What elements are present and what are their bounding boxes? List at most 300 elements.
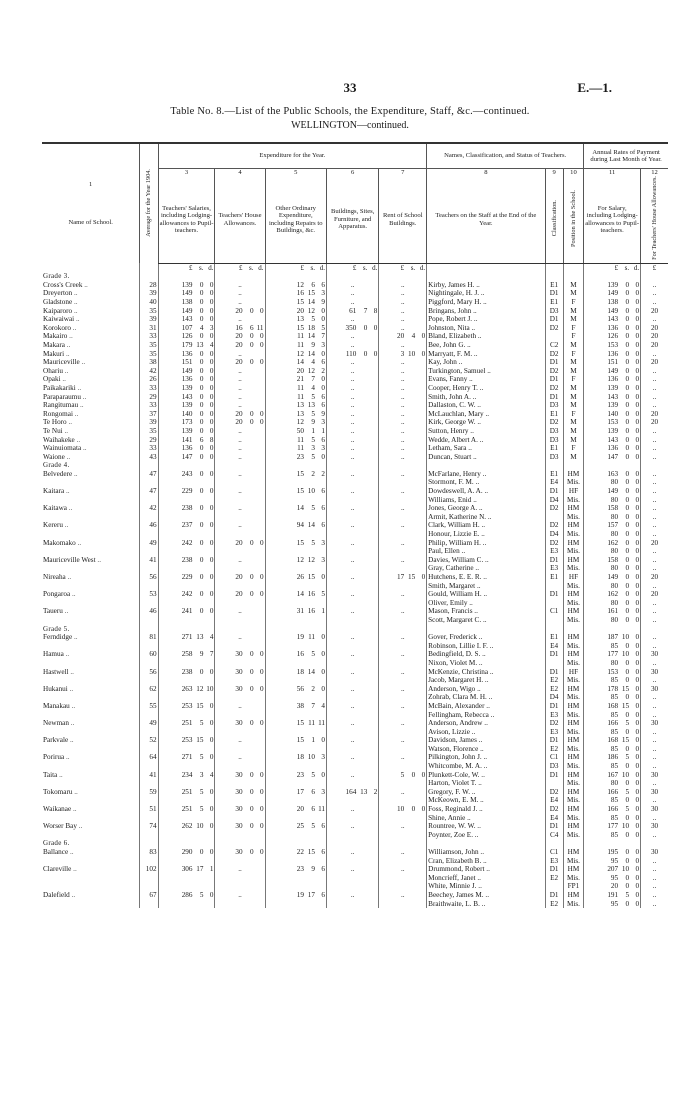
classification: D3 bbox=[545, 436, 563, 445]
teachers-salaries: 143 0 0 bbox=[158, 393, 215, 402]
grade-label: Grade 6. bbox=[43, 839, 70, 848]
other-expenditure: 22 15 6 bbox=[265, 848, 326, 857]
school-name: Opaki .. bbox=[43, 375, 66, 384]
average-attendance: 60 bbox=[140, 650, 158, 659]
house-allowance-rate: 20 bbox=[641, 590, 668, 599]
average-attendance bbox=[140, 564, 158, 573]
table-row bbox=[42, 478, 668, 487]
rent: .. bbox=[379, 281, 427, 290]
house-allowance-rate: .. bbox=[641, 281, 668, 290]
table-row bbox=[42, 693, 668, 702]
position: HM bbox=[563, 719, 583, 728]
salary-rate: 143 0 0 bbox=[584, 436, 641, 445]
rent: .. bbox=[379, 358, 427, 367]
average-attendance: 56 bbox=[140, 668, 158, 677]
house-allowance-rate: 30 bbox=[641, 650, 668, 659]
teacher-name: Scott, Margaret C. .. bbox=[427, 616, 545, 625]
classification: E1 bbox=[545, 633, 563, 642]
house-allowance-rate: 20 bbox=[641, 332, 668, 341]
rent: .. bbox=[379, 487, 427, 496]
position: M bbox=[563, 281, 583, 290]
teachers-salaries: 149 0 0 bbox=[158, 289, 215, 298]
classification: D3 bbox=[545, 307, 563, 316]
rent: .. bbox=[379, 444, 427, 453]
house-allowance-rate: .. bbox=[641, 779, 668, 788]
teachers-salaries: 251 5 0 bbox=[158, 719, 215, 728]
house-allowances: .. bbox=[215, 891, 265, 900]
classification bbox=[545, 779, 563, 788]
buildings-expenditure: .. bbox=[326, 753, 378, 762]
average-attendance: 33 bbox=[140, 332, 158, 341]
classification: D1 bbox=[545, 865, 563, 874]
teachers-salaries: 138 0 0 bbox=[158, 298, 215, 307]
classification: E1 bbox=[545, 410, 563, 419]
salary-rate: 85 0 0 bbox=[584, 814, 641, 823]
house-allowance-rate: 20 bbox=[641, 418, 668, 427]
other-expenditure: 11 5 6 bbox=[265, 393, 326, 402]
teacher-name: McLauchlan, Mary .. bbox=[427, 410, 545, 419]
table-row bbox=[42, 367, 668, 376]
rent: .. bbox=[379, 298, 427, 307]
school-name: Mauriceville .. bbox=[43, 358, 86, 367]
classification: D2 bbox=[545, 788, 563, 797]
buildings-expenditure: .. bbox=[326, 848, 378, 857]
position: Mis. bbox=[563, 659, 583, 668]
school-name: Ohariu .. bbox=[43, 366, 69, 375]
teachers-salaries: 139 0 0 bbox=[158, 281, 215, 290]
buildings-expenditure: .. bbox=[326, 358, 378, 367]
classification: E3 bbox=[545, 728, 563, 737]
classification: D1 bbox=[545, 891, 563, 900]
teachers-salaries: 179 13 4 bbox=[158, 341, 215, 350]
average-attendance: 46 bbox=[140, 521, 158, 530]
average-attendance: 46 bbox=[140, 607, 158, 616]
teacher-name: Evans, Fanny .. bbox=[427, 375, 545, 384]
teacher-name: Bringans, John .. bbox=[427, 307, 545, 316]
school-name: Hukanui .. bbox=[43, 684, 74, 693]
teacher-name: Davies, William C. .. bbox=[427, 556, 545, 565]
rent: .. bbox=[379, 307, 427, 316]
col9-header: Classification. bbox=[545, 176, 563, 263]
salary-rate: 85 0 0 bbox=[584, 728, 641, 737]
rent: .. bbox=[379, 590, 427, 599]
other-expenditure: 20 12 2 bbox=[265, 367, 326, 376]
house-allowances: 20 0 0 bbox=[215, 307, 265, 316]
position: HM bbox=[563, 470, 583, 479]
teacher-name: Oliver, Emily .. bbox=[427, 599, 545, 608]
table-row bbox=[42, 504, 668, 513]
table-row bbox=[42, 470, 668, 479]
classification: D1 bbox=[545, 590, 563, 599]
position: F bbox=[563, 375, 583, 384]
rent: .. bbox=[379, 650, 427, 659]
position: HM bbox=[563, 822, 583, 831]
salary-rate: 138 0 0 bbox=[584, 298, 641, 307]
classification: D1 bbox=[545, 736, 563, 745]
table-row bbox=[42, 668, 668, 677]
other-expenditure: 50 1 1 bbox=[265, 427, 326, 436]
table-row bbox=[42, 633, 668, 642]
position: HM bbox=[563, 702, 583, 711]
house-allowance-rate: .. bbox=[641, 350, 668, 359]
rent: .. bbox=[379, 607, 427, 616]
average-attendance: 49 bbox=[140, 539, 158, 548]
salary-rate: 166 5 0 bbox=[584, 719, 641, 728]
table-row bbox=[42, 831, 668, 840]
teacher-name: Wedde, Albert A. .. bbox=[427, 436, 545, 445]
average-attendance: 67 bbox=[140, 891, 158, 900]
average-attendance bbox=[140, 478, 158, 487]
average-attendance bbox=[140, 693, 158, 702]
buildings-expenditure: .. bbox=[326, 590, 378, 599]
teacher-name: Anderson, Andrew .. bbox=[427, 719, 545, 728]
average-attendance bbox=[140, 513, 158, 522]
salary-rate: 80 0 0 bbox=[584, 547, 641, 556]
table-row bbox=[42, 418, 668, 427]
average-attendance: 49 bbox=[140, 719, 158, 728]
teachers-salaries: 126 0 0 bbox=[158, 332, 215, 341]
school-name bbox=[42, 676, 140, 685]
position: HM bbox=[563, 607, 583, 616]
teacher-name: Fellingham, Rebecca .. bbox=[427, 711, 545, 720]
teachers-salaries: 306 17 1 bbox=[158, 865, 215, 874]
teachers-salaries: 237 0 0 bbox=[158, 521, 215, 530]
position: M bbox=[563, 401, 583, 410]
table-row bbox=[42, 745, 668, 754]
house-allowance-rate: 30 bbox=[641, 805, 668, 814]
buildings-expenditure: .. bbox=[326, 891, 378, 900]
position: HM bbox=[563, 891, 583, 900]
average-attendance bbox=[140, 676, 158, 685]
position: M bbox=[563, 315, 583, 324]
house-allowance-rate: 30 bbox=[641, 822, 668, 831]
school-name: Makara .. bbox=[43, 340, 71, 349]
salary-rate: 85 0 0 bbox=[584, 711, 641, 720]
buildings-expenditure: .. bbox=[326, 453, 378, 462]
table-row bbox=[42, 659, 668, 668]
teachers-salaries: 242 0 0 bbox=[158, 539, 215, 548]
classification: D2 bbox=[545, 384, 563, 393]
classification: D3 bbox=[545, 762, 563, 771]
house-allowance-rate: .. bbox=[641, 702, 668, 711]
house-allowances: 30 0 0 bbox=[215, 822, 265, 831]
other-expenditure: 13 13 6 bbox=[265, 401, 326, 410]
col8-num: 8 bbox=[427, 169, 545, 177]
house-allowance-rate: .. bbox=[641, 375, 668, 384]
classification: D2 bbox=[545, 367, 563, 376]
salary-rate: 80 0 0 bbox=[584, 530, 641, 539]
average-attendance: 41 bbox=[140, 556, 158, 565]
teachers-salaries: 139 0 0 bbox=[158, 401, 215, 410]
house-allowance-rate: .. bbox=[641, 564, 668, 573]
school-name bbox=[42, 779, 140, 788]
house-allowance-rate: .. bbox=[641, 865, 668, 874]
position: Mis. bbox=[563, 616, 583, 625]
classification: D3 bbox=[545, 427, 563, 436]
position: HM bbox=[563, 590, 583, 599]
position: M bbox=[563, 436, 583, 445]
col4-header: Teachers' House Allowances. bbox=[215, 176, 265, 263]
salary-rate: 95 0 0 bbox=[584, 900, 641, 909]
teacher-name: Kirk, George W. .. bbox=[427, 418, 545, 427]
salary-rate: 80 0 0 bbox=[584, 779, 641, 788]
teacher-name: Smith, Margaret .. bbox=[427, 582, 545, 591]
other-expenditure: 11 9 3 bbox=[265, 341, 326, 350]
average-attendance bbox=[140, 857, 158, 866]
house-allowances: .. bbox=[215, 487, 265, 496]
school-name: Clareville .. bbox=[43, 865, 77, 874]
salary-rate: 80 0 0 bbox=[584, 582, 641, 591]
teacher-name: Plunkett-Cole, W. .. bbox=[427, 771, 545, 780]
average-attendance: 29 bbox=[140, 436, 158, 445]
school-name bbox=[42, 874, 140, 883]
average-attendance bbox=[140, 642, 158, 651]
average-attendance: 53 bbox=[140, 590, 158, 599]
position: HM bbox=[563, 771, 583, 780]
house-allowances: 20 0 0 bbox=[215, 539, 265, 548]
teacher-name: Bee, John G. .. bbox=[427, 341, 545, 350]
teacher-name: Pope, Robert J. .. bbox=[427, 315, 545, 324]
buildings-expenditure: .. bbox=[326, 281, 378, 290]
classification: D1 bbox=[545, 289, 563, 298]
house-allowances: .. bbox=[215, 375, 265, 384]
teachers-salaries: 229 0 0 bbox=[158, 573, 215, 582]
grade-label: Grade 5. bbox=[43, 624, 70, 633]
col-average-header: Average for the Year 1904. bbox=[140, 143, 158, 263]
average-attendance bbox=[140, 728, 158, 737]
teacher-name: Sutton, Henry .. bbox=[427, 427, 545, 436]
house-allowance-rate: 30 bbox=[641, 788, 668, 797]
table-row bbox=[42, 350, 668, 359]
table-row bbox=[42, 496, 668, 505]
position: Mis. bbox=[563, 642, 583, 651]
other-expenditure: 15 14 9 bbox=[265, 298, 326, 307]
salary-rate: 139 0 0 bbox=[584, 427, 641, 436]
position: Mis. bbox=[563, 814, 583, 823]
page-code: E.—1. bbox=[577, 80, 612, 95]
other-expenditure: 38 7 4 bbox=[265, 702, 326, 711]
other-expenditure: 20 12 0 bbox=[265, 307, 326, 316]
teacher-name: Rountree, W. W. .. bbox=[427, 822, 545, 831]
position: M bbox=[563, 418, 583, 427]
table-row bbox=[42, 857, 668, 866]
teacher-name: Gould, William H. .. bbox=[427, 590, 545, 599]
house-allowances: .. bbox=[215, 315, 265, 324]
average-attendance bbox=[140, 814, 158, 823]
position: Mis. bbox=[563, 796, 583, 805]
teachers-salaries: 229 0 0 bbox=[158, 487, 215, 496]
classification: D2 bbox=[545, 719, 563, 728]
col4-num: 4 bbox=[215, 169, 265, 177]
house-allowance-rate: .. bbox=[641, 642, 668, 651]
house-allowance-rate: .. bbox=[641, 530, 668, 539]
table-row bbox=[42, 582, 668, 591]
col5-num: 5 bbox=[265, 169, 326, 177]
teacher-name: Watson, Florence .. bbox=[427, 745, 545, 754]
teacher-name: Nightingale, H. J. .. bbox=[427, 289, 545, 298]
school-name: Nireaha .. bbox=[43, 573, 72, 582]
average-attendance: 74 bbox=[140, 822, 158, 831]
rent: .. bbox=[379, 375, 427, 384]
teacher-name: Hutchens, E. E. R. .. bbox=[427, 573, 545, 582]
classification: E2 bbox=[545, 874, 563, 883]
position: Mis. bbox=[563, 599, 583, 608]
col3-header: Teachers' Salaries, including Lodging-allowances to Pupil-teachers. bbox=[158, 176, 215, 263]
classification: D2 bbox=[545, 504, 563, 513]
table-row bbox=[42, 410, 668, 419]
classification: E3 bbox=[545, 857, 563, 866]
position: F bbox=[563, 444, 583, 453]
position: Mis. bbox=[563, 564, 583, 573]
table-row bbox=[42, 822, 668, 831]
table-subtitle: WELLINGTON—continued. bbox=[291, 120, 409, 131]
teachers-salaries: 139 0 0 bbox=[158, 427, 215, 436]
teacher-name: McBain, Alexander .. bbox=[427, 702, 545, 711]
classification: C4 bbox=[545, 831, 563, 840]
classification: E4 bbox=[545, 478, 563, 487]
teachers-salaries: 141 6 8 bbox=[158, 436, 215, 445]
rent: .. bbox=[379, 401, 427, 410]
salary-rate: 149 0 0 bbox=[584, 573, 641, 582]
buildings-expenditure: .. bbox=[326, 315, 378, 324]
salary-rate: 139 0 0 bbox=[584, 384, 641, 393]
buildings-expenditure: .. bbox=[326, 418, 378, 427]
salary-rate: 157 0 0 bbox=[584, 521, 641, 530]
average-attendance: 55 bbox=[140, 702, 158, 711]
classification: E3 bbox=[545, 711, 563, 720]
average-attendance: 39 bbox=[140, 315, 158, 324]
buildings-expenditure: .. bbox=[326, 607, 378, 616]
buildings-expenditure: .. bbox=[326, 668, 378, 677]
salary-rate: 85 0 0 bbox=[584, 762, 641, 771]
table-row bbox=[42, 332, 668, 341]
house-allowance-rate: 20 bbox=[641, 573, 668, 582]
average-attendance: 42 bbox=[140, 504, 158, 513]
position: Mis. bbox=[563, 762, 583, 771]
house-allowance-rate: .. bbox=[641, 762, 668, 771]
teachers-salaries: 107 4 3 bbox=[158, 324, 215, 333]
salary-rate: 177 10 0 bbox=[584, 822, 641, 831]
rates-group-header: Annual Rates of Payment during Last Month of Year. bbox=[584, 143, 668, 169]
position: Mis. bbox=[563, 513, 583, 522]
teacher-name: Philip, William H. .. bbox=[427, 539, 545, 548]
teachers-salaries: 151 0 0 bbox=[158, 358, 215, 367]
position: Mis. bbox=[563, 857, 583, 866]
teachers-salaries: 139 0 0 bbox=[158, 384, 215, 393]
average-attendance: 47 bbox=[140, 470, 158, 479]
average-attendance bbox=[140, 547, 158, 556]
house-allowances: .. bbox=[215, 393, 265, 402]
schools-table bbox=[42, 142, 668, 908]
grade-heading-row bbox=[42, 272, 668, 281]
salary-rate: 80 0 0 bbox=[584, 616, 641, 625]
buildings-expenditure: .. bbox=[326, 367, 378, 376]
classification: C1 bbox=[545, 753, 563, 762]
teacher-name: Harton, Violet T. .. bbox=[427, 779, 545, 788]
average-attendance: 56 bbox=[140, 573, 158, 582]
table-row bbox=[42, 865, 668, 874]
other-expenditure: 23 5 0 bbox=[265, 771, 326, 780]
house-allowances: .. bbox=[215, 298, 265, 307]
house-allowances: .. bbox=[215, 736, 265, 745]
school-name: Korokoro .. bbox=[43, 323, 77, 332]
teacher-name: Williamson, John .. bbox=[427, 848, 545, 857]
house-allowance-rate: 20 bbox=[641, 358, 668, 367]
position: HM bbox=[563, 753, 583, 762]
table-row bbox=[42, 599, 668, 608]
house-allowance-rate: 20 bbox=[641, 341, 668, 350]
position: HM bbox=[563, 539, 583, 548]
teachers-salaries: 136 0 0 bbox=[158, 444, 215, 453]
salary-rate: 162 0 0 bbox=[584, 539, 641, 548]
teachers-salaries: 234 3 4 bbox=[158, 771, 215, 780]
house-allowance-rate: 30 bbox=[641, 719, 668, 728]
salary-rate: 95 0 0 bbox=[584, 874, 641, 883]
salary-rate: 80 0 0 bbox=[584, 564, 641, 573]
classification: D3 bbox=[545, 401, 563, 410]
salary-rate: 166 5 0 bbox=[584, 788, 641, 797]
table-row bbox=[42, 891, 668, 900]
school-name: Manakau .. bbox=[43, 701, 76, 710]
position: Mis. bbox=[563, 831, 583, 840]
position: Mis. bbox=[563, 478, 583, 487]
salary-rate: 163 0 0 bbox=[584, 470, 641, 479]
table-row bbox=[42, 281, 668, 290]
rent: 17 15 0 bbox=[379, 573, 427, 582]
salary-rate: 161 0 0 bbox=[584, 607, 641, 616]
salary-rate: 147 0 0 bbox=[584, 453, 641, 462]
school-name: Belvedere .. bbox=[43, 469, 78, 478]
house-allowances: 30 0 0 bbox=[215, 805, 265, 814]
teacher-name: Cran, Elizabeth B. .. bbox=[427, 857, 545, 866]
col7-header: Rent of School Buildings. bbox=[379, 176, 427, 263]
other-expenditure: 15 2 2 bbox=[265, 470, 326, 479]
other-expenditure: 94 14 6 bbox=[265, 521, 326, 530]
average-attendance bbox=[140, 762, 158, 771]
rent: .. bbox=[379, 685, 427, 694]
table-row bbox=[42, 341, 668, 350]
average-attendance: 83 bbox=[140, 848, 158, 857]
house-allowance-rate: 30 bbox=[641, 668, 668, 677]
teachers-salaries: 290 0 0 bbox=[158, 848, 215, 857]
average-attendance: 40 bbox=[140, 298, 158, 307]
other-expenditure: 14 16 5 bbox=[265, 590, 326, 599]
house-allowance-rate: .. bbox=[641, 556, 668, 565]
other-expenditure: 21 7 0 bbox=[265, 375, 326, 384]
table-row bbox=[42, 650, 668, 659]
other-expenditure: 15 11 11 bbox=[265, 719, 326, 728]
table-row bbox=[42, 530, 668, 539]
average-attendance: 35 bbox=[140, 341, 158, 350]
salary-rate: 178 15 0 bbox=[584, 685, 641, 694]
school-name bbox=[42, 616, 140, 625]
table-row bbox=[42, 539, 668, 548]
table-row bbox=[42, 513, 668, 522]
other-expenditure: 15 10 6 bbox=[265, 487, 326, 496]
teacher-name: Mason, Francis .. bbox=[427, 607, 545, 616]
table-row bbox=[42, 607, 668, 616]
position: HF bbox=[563, 573, 583, 582]
classification bbox=[545, 513, 563, 522]
col11-num: 11 bbox=[584, 169, 641, 177]
classification bbox=[545, 599, 563, 608]
buildings-expenditure: 164 13 2 bbox=[326, 788, 378, 797]
position: HM bbox=[563, 633, 583, 642]
school-name bbox=[42, 693, 140, 702]
salary-rate: 153 0 0 bbox=[584, 668, 641, 677]
teacher-name: Drummond, Robert .. bbox=[427, 865, 545, 874]
buildings-expenditure: .. bbox=[326, 470, 378, 479]
